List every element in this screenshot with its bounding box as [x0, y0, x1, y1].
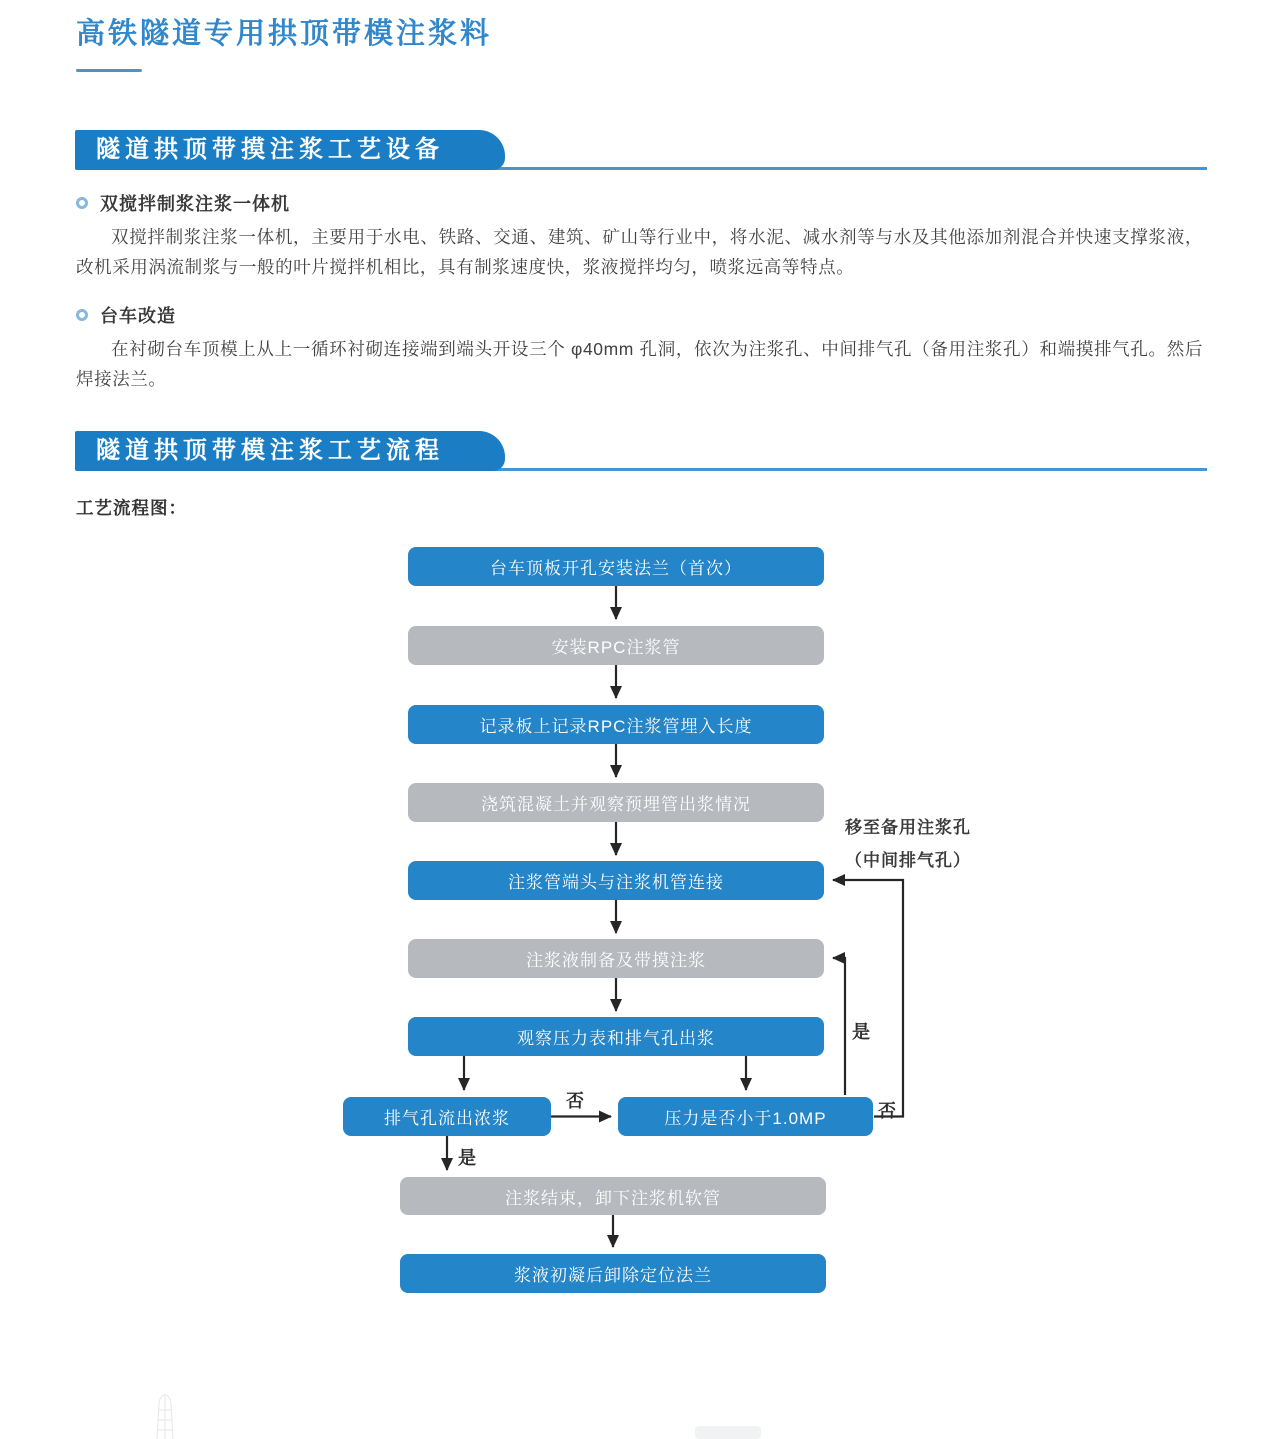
flow-step-record-length: 记录板上记录RPC注浆管埋入长度: [408, 705, 824, 744]
title-underline: [76, 69, 142, 72]
edge-label-no: 否: [566, 1091, 584, 1111]
paragraph-mixer: 双搅拌制浆注浆一体机，主要用于水电、铁路、交通、建筑、矿山等行业中，将水泥、减水剂等与水及其他添加剂混合并快速支撑浆液，改机采用涡流制浆与一般的叶片搅拌机相比，具有制浆速度快，浆液搅拌均匀，喷浆远高等特点。: [76, 227, 1203, 277]
ring-bullet-icon: [76, 309, 88, 321]
flow-decision-pressure: 压力是否小于1.0MP: [618, 1097, 873, 1136]
tower-watermark-image: [142, 1392, 190, 1439]
flow-step-end-grouting: 注浆结束，卸下注浆机软管: [400, 1177, 826, 1215]
flow-decision-thick-grout: 排气孔流出浓浆: [343, 1097, 551, 1136]
section-header-tab: 隧道拱顶带摸注浆工艺设备: [75, 130, 505, 170]
flowchart-caption: 工艺流程图：: [76, 498, 187, 518]
document-content: [0, 0, 1280, 520]
flow-step-remove-flange: 浆液初凝后卸除定位法兰: [400, 1254, 826, 1293]
section-header-equipment: [76, 130, 1203, 170]
edge-label-no: 否: [878, 1101, 896, 1121]
flow-step-install-flange: 台车顶板开孔安装法兰（首次）: [408, 547, 824, 586]
flow-step-observe-pressure: 观察压力表和排气孔出浆: [408, 1017, 824, 1056]
flow-step-pour-concrete: 浇筑混凝土并观察预埋管出浆情况: [408, 783, 824, 822]
flow-step-connect-pipe: 注浆管端头与注浆机管连接: [408, 861, 824, 900]
bullet-item-trolley: [76, 302, 1203, 328]
process-flowchart: [0, 530, 1280, 1330]
edge-label-yes: 是: [852, 1022, 870, 1042]
section-header-process: [76, 431, 1203, 471]
paragraph-trolley: 在衬砌台车顶模上从上一循环衬砌连接端到端头开设三个 φ40mm 孔洞，依次为注浆孔、中间排气孔（备用注浆孔）和端摸排气孔。然后焊接法兰。: [76, 339, 1203, 389]
annotation-line-2: （中间排气孔）: [845, 851, 971, 870]
flow-step-prepare-grout: 注浆液制备及带摸注浆: [408, 939, 824, 978]
annotation-line-1: 移至备用注浆孔: [845, 818, 971, 837]
backup-hole-annotation: [827, 811, 989, 877]
edge-label-yes: 是: [458, 1148, 476, 1168]
flow-step-install-rpc-pipe: 安装RPC注浆管: [408, 626, 824, 665]
page-title: 高铁隧道专用拱顶带模注浆料: [76, 18, 493, 50]
bullet-item-mixer: [76, 190, 1203, 216]
section-header-tab: 隧道拱顶带模注浆工艺流程: [75, 431, 505, 471]
bullet-heading: 双搅拌制浆注浆一体机: [100, 194, 290, 214]
ring-bullet-icon: [76, 197, 88, 209]
bullet-heading: 台车改造: [100, 306, 176, 326]
bottom-smudge: [695, 1426, 761, 1439]
